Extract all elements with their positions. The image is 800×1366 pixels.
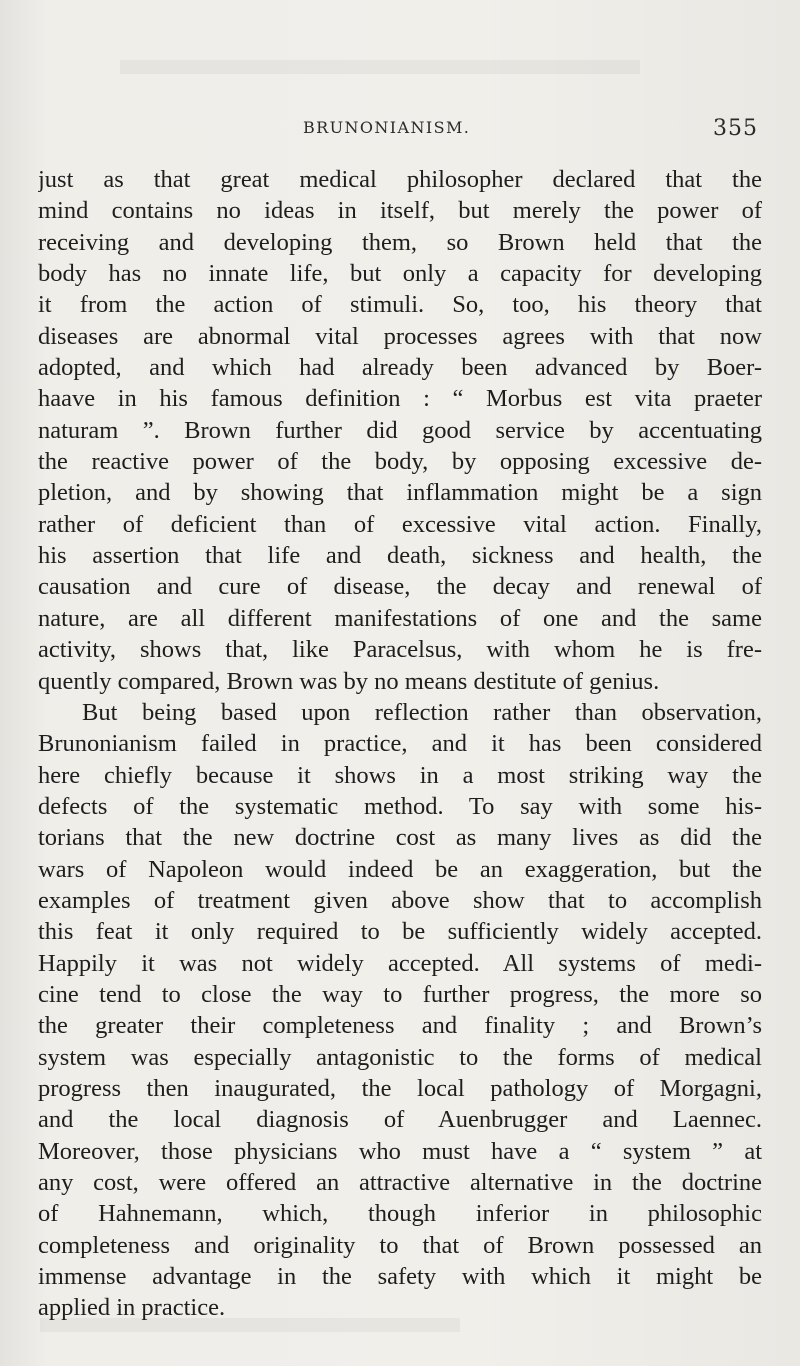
text-line: But being based upon reflection rather than observation, — [82, 698, 762, 726]
text-line: applied in practice. — [38, 1294, 226, 1322]
text-line: the reactive power of the body, by opposing excessive de- — [38, 448, 762, 476]
text-line: of Hahnemann, which, though inferior in philosophic — [38, 1200, 762, 1228]
paragraph — [38, 697, 762, 1324]
text-line: diseases are abnormal vital processes agrees with that now — [38, 322, 762, 350]
text-line: mind contains no ideas in itself, but merely the power of — [38, 197, 762, 225]
text-line: this feat it only required to be sufficiently widely accepted. — [38, 918, 762, 946]
text-line: wars of Napoleon would indeed be an exaggeration, but the — [38, 855, 762, 883]
text-line: naturam ”. Brown further did good service by accentuating — [38, 416, 762, 444]
text-line: here chiefly because it shows in a most striking way the — [38, 761, 762, 789]
text-line: and the local diagnosis of Auenbrugger and Laennec. — [38, 1106, 762, 1134]
text-line: adopted, and which had already been advanced by Boer- — [38, 354, 762, 382]
text-line: completeness and originality to that of Brown possessed an — [38, 1231, 762, 1259]
text-line: examples of treatment given above show that to accomplish — [38, 886, 762, 914]
text-line: rather of deficient than of excessive vital action. Finally, — [38, 510, 762, 538]
text-line: Brunonianism failed in practice, and it has been considered — [38, 730, 762, 758]
text-line: torians that the new doctrine cost as many lives as did the — [38, 824, 762, 852]
paragraph — [38, 164, 762, 697]
text-line: any cost, were offered an attractive alternative in the doctrine — [38, 1169, 762, 1196]
text-line: just as that great medical philosopher declared that the — [38, 166, 762, 193]
text-line: defects of the systematic method. To say with some his- — [38, 792, 762, 820]
text-line: nature, are all different manifestations of one and the same — [38, 604, 762, 632]
text-line: Happily it was not widely accepted. All systems of medi- — [38, 949, 762, 977]
text-line: the greater their completeness and finality ; and Brown’s — [38, 1012, 762, 1040]
page-number: 355 — [713, 116, 758, 141]
body-text — [38, 164, 762, 1324]
running-title: BRUNONIANISM. — [303, 118, 471, 137]
text-line: pletion, and by showing that inflammation might be a sign — [38, 479, 762, 507]
text-line: causation and cure of disease, the decay and renewal of — [38, 573, 762, 601]
text-line: body has no innate life, but only a capacity for developing — [38, 260, 762, 288]
text-line: immense advantage in the safety with which it might be — [38, 1263, 762, 1291]
text-line: it from the action of stimuli. So, too, his theory that — [38, 291, 762, 319]
text-line: receiving and developing them, so Brown held that the — [38, 228, 762, 256]
text-line: cine tend to close the way to further progress, the more so — [38, 980, 762, 1008]
text-line: haave in his famous definition : “ Morbus est vita praeter — [38, 385, 762, 413]
page-header — [0, 116, 800, 152]
text-line: Moreover, those physicians who must have a “ system ” at — [38, 1137, 762, 1165]
text-line: activity, shows that, like Paracelsus, with whom he is fre- — [38, 636, 762, 664]
text-line: system was especially antagonistic to the forms of medical — [38, 1043, 762, 1071]
bleed-through-mark — [120, 60, 640, 74]
text-line: quently compared, Brown was by no means destitute of genius. — [38, 667, 660, 695]
text-line: progress then inaugurated, the local pathology of Morgagni, — [38, 1074, 762, 1102]
text-line: his assertion that life and death, sickness and health, the — [38, 542, 762, 570]
